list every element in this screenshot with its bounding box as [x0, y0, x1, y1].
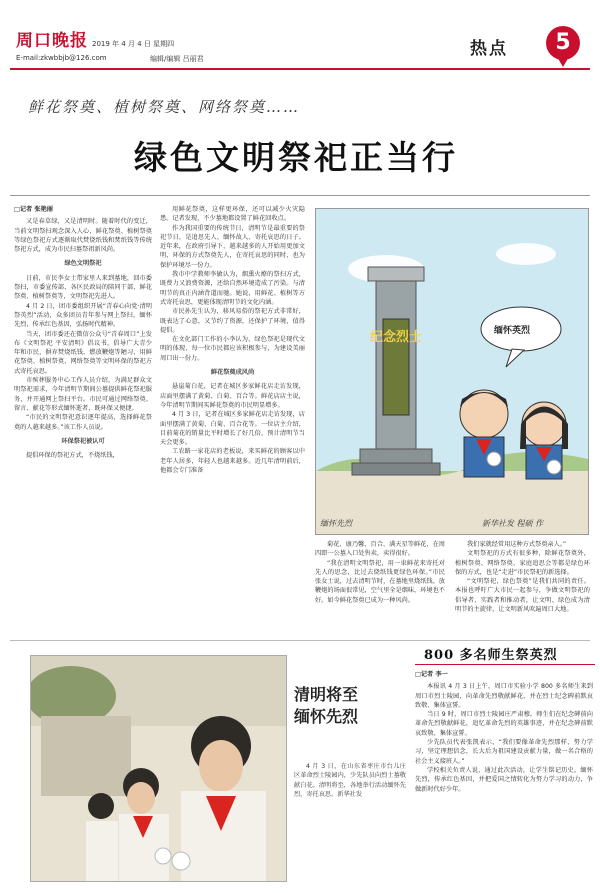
paragraph: 4 月 3 日，记者在城区多家鲜花店走访发现，店面里摆满了黄菊、白菊、百合花等。一位店主介绍，目前菊花的销量比平时增长了好几倍，预计清明节当天会更多。 — [160, 411, 305, 447]
editorial-cartoon — [315, 208, 589, 535]
issue-date: 2019 年 4 月 4 日 星期四 — [92, 40, 175, 48]
paragraph: 用鲜花祭奠，这样更环保，还可以减少火灾隐患。记者发现，不少墓地都设置了鲜花回收点。 — [160, 206, 305, 223]
article-headline: 绿色文明祭祀正当行 — [134, 138, 458, 177]
paragraph: 工农路一家花店的老板说，来买鲜花的顾客以中老年人居多，年轻人也越来越多。近几年清明前后，他都会专门准备 — [160, 448, 305, 475]
paragraph: 在文化部门工作的小李认为，绿色祭祀是现代文明的体现，每一位市民都应该积极参与，为建设美丽周口出一份力。 — [160, 336, 305, 362]
news-photo — [30, 655, 287, 882]
side-story-byline: □记者 李一 — [415, 671, 448, 678]
paragraph: 市殡葬服务中心工作人员介绍，为满足群众文明祭祀需求，今年清明节期间公墓提供鲜花祭祀服务，并开通网上祭扫平台。市民可通过网络祭奠、留言、献花等形式缅怀逝者，既环保又便捷。 — [14, 377, 152, 412]
paragraph: 本报讯 4 月 3 日上午，周口市实验小学 800 多名师生来到周口市烈士陵园，向革命先烈敬献鲜花，并在烈士纪念碑前默哀致敬、集体宣誓。 — [415, 683, 593, 709]
paragraph: 少先队员代表张凯表示，“我们要像革命先烈那样，努力学习，坚定理想信念，长大后为祖国建设贡献力量，做一名合格的社会主义接班人。” — [415, 739, 593, 765]
speech-bubble-text: 缅怀英烈 — [494, 326, 531, 336]
editor-credit: 编辑/编辑 吕丽君 — [150, 55, 204, 63]
contact-email: E-mail:zkwbbjb@126.com — [16, 54, 107, 62]
headline-rule — [10, 195, 590, 196]
paragraph: 我们家就经常用这种方式祭奠亲人。” — [467, 541, 567, 548]
article-byline: □记者 张艳丽 — [14, 206, 53, 213]
page-badge-pin — [556, 55, 570, 67]
header-rule — [10, 68, 590, 70]
section-divider — [10, 640, 590, 641]
paragraph: 又是春草绿，又是清明时。随着时代的变迁，当前文明祭扫观念深入人心，鲜花祭奠、植树祭奠等绿色祭祀方式逐渐取代焚烧纸钱和焚纸钱等传统祭祀方式，成为市民扫墓祭祖新风尚。 — [14, 218, 152, 254]
article-subheadline: 鲜花祭奠、植树祭奠、网络祭奠…… — [28, 98, 301, 116]
paragraph: 当日 9 时，周口市烈士陵园庄严肃穆。师生们在纪念碑前向革命先烈敬献鲜花，追忆革命先烈的英雄事迹，并在纪念碑前默哀致敬、集体宣誓。 — [415, 711, 593, 737]
side-story-body — [415, 670, 593, 880]
side-story-rule — [415, 664, 595, 665]
paragraph: “我在清明文明祭祀，用一束鲜花来寄托对先人的思念，比过去烧纸钱更绿色环保。”市民张女士说，过去清明节时，在墓地里烧纸钱、放鞭炮的场面很常见，空气里全是烟味，环境也不好。如今鲜花祭奠已成为一种风尚。 — [315, 559, 445, 604]
photo-caption: 4 月 3 日，在山东省枣庄市台儿庄区革命烈士陵园内，少先队员向烈士墓敬献白花。清明将至，各地举行活动缅怀先烈，寄托哀思。新华社发 — [294, 763, 406, 798]
photo-title-line-2: 缅怀先烈 — [294, 707, 359, 726]
paragraph: 提倡环保的祭祀方式，不烧纸钱， — [26, 452, 119, 460]
article-column-4 — [455, 540, 590, 636]
paragraph: 4 月 2 日，团市委组织开展“青春心向党·清明祭英烈”活动，众多团员青年参与网上祭扫，缅怀先烈，传承红色基因，弘扬时代精神。 — [14, 302, 152, 329]
side-story-title: 800 多名师生祭英烈 — [424, 648, 558, 663]
article-column-2 — [160, 205, 305, 637]
cartoon-illustration — [316, 209, 588, 534]
section-subheading: 绿色文明祭祀 — [64, 260, 102, 268]
cartoon-credit: 新华社发 程硕 作 — [482, 519, 544, 528]
article-column-3 — [315, 540, 445, 636]
tablet-char: 纪念烈士 — [369, 330, 423, 345]
paragraph: 学校相关负责人说，通过此次活动，让学生铭记历史，缅怀先烈，传承红色基因，并把爱国之情转化为努力学习的动力，争做新时代好少年。 — [415, 766, 593, 793]
paragraph: 市民孙先生认为，移风易俗的祭祀方式非常好，既表达了心意，又节约了资源，还保护了环境，值得提倡。 — [160, 308, 305, 334]
paragraph: 我市中学教师李敏认为，烟熏火燎的祭扫方式，既费力又浪费资源，还给自然环境造成了污染。与清明节的真正内涵背道而驰。她说，用鲜花、植树等方式寄托哀思，更能体现清明节的文化内涵。 — [160, 271, 305, 306]
paragraph: 文明祭祀的方式有很多种，除鲜花祭奠外，植树祭奠、网络祭奠、家庭追思会等都是绿色环保的方式，也是“走进”市民祭祀的新选择。 — [455, 550, 590, 576]
photo-title-line-1: 清明将至 — [294, 685, 359, 704]
paragraph: 菊花、康乃馨、百合、满天星等鲜花，在周四即一公墓入口处售卖，卖得很好。 — [315, 541, 445, 558]
section-subheading: 环保祭祀被认可 — [61, 437, 105, 445]
paragraph: 作为我国重要的传统节日，清明节是最重要的祭祀节日，是追思先人、缅怀故人、寄托哀思的日子。近年来，在政府引导下，越来越多的人开始用更加文明、环保的方式祭奠先人，在寄托哀思的同时，也为保护环境尽一份力。 — [160, 224, 305, 269]
section-title: 热点 — [470, 39, 508, 59]
paragraph: 当天，团市委还在微信公众号“青春周口”上发布《文明祭祀 平安清明》倡议书，倡导广大青少年和市民，摒弃焚烧纸钱、燃放鞭炮等陋习，用鲜花祭奠、植树祭奠、网络祭奠等文明环保的祭祀方式寄托哀思。 — [14, 330, 152, 375]
paragraph: 日前，市民李女士带家里人来到墓地，回市委祭扫，市委宣传部、各区民政局的陪同干部，鲜花祭奠、植树祭奠等，文明祭祀先进人。 — [14, 274, 152, 301]
paragraph: “市民的文明祭祀意识逐年提高，选择鲜花祭奠的人越来越多。”该工作人员说。 — [14, 414, 152, 431]
article-column-1 — [14, 205, 152, 637]
page-number-badge: 5 — [546, 26, 580, 60]
photo-story-title — [294, 684, 404, 728]
cartoon-title: 缅怀先烈 — [320, 519, 352, 528]
paragraph: 悬崖菊白花，记者在城区多家鲜花店走访发现，店面里摆满了黄菊、白菊、百合等。鲜花店店主说，今年清明节期间买鲜花祭奠的市民明显增多。 — [160, 383, 305, 409]
newspaper-logo: 周口晚报 — [16, 31, 88, 51]
paragraph: “文明祭祀，绿色祭奠”是我们共同的责任。本报也呼吁广大市民一起参与，争做文明祭祀的倡导者、实践者和推动者，让文明、绿色成为清明节的主旋律，让文明新风吹遍周口大地。 — [455, 578, 590, 614]
photo-illustration — [31, 656, 286, 881]
section-subheading: 鲜花祭奠成风尚 — [210, 369, 255, 377]
